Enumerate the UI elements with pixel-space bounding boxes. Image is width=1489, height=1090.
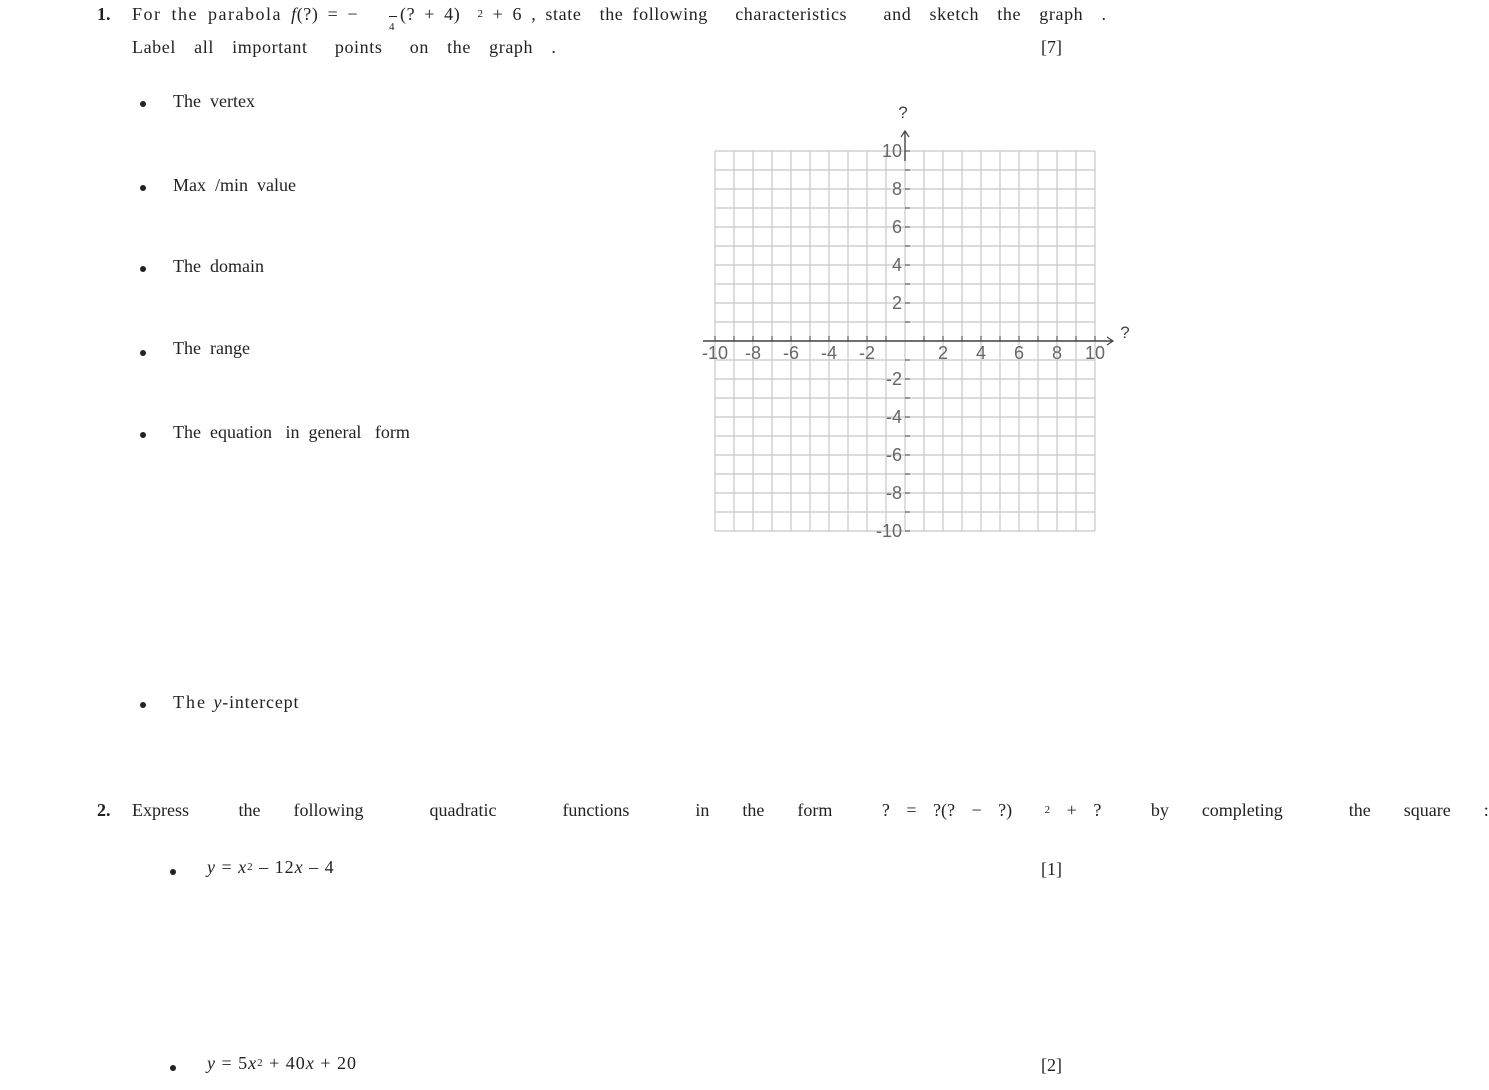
eq-lhs: y [207,1053,216,1073]
eq-exp: 2 [247,861,254,873]
x-tick-label: 2 [937,343,949,363]
item-y-intercept [173,692,299,713]
eq-rest: + 40 [263,1053,306,1073]
y-tick-label: 2 [891,293,902,313]
eq-x2: x [305,1053,315,1073]
x-tick-label: -6 [782,343,800,363]
eq-lhs: y [207,857,216,877]
x-tick-label: 10 [1084,343,1106,363]
x-tick-label: 4 [975,343,987,363]
q2-text-after: + ? by completing the square : [1066,800,1489,820]
q1-func-name: f [291,4,297,24]
eq-equals: = [216,1053,239,1073]
x-tick-label: -8 [744,343,762,363]
item-general-form: The equation in general form [173,422,410,442]
x-tick-label: -4 [820,343,838,363]
q1-paren-text: (? + 4) [400,4,461,24]
eq-coef: 5 [238,1053,249,1073]
q2-text-before: Express the following quadratic functions in the form ? = ?(? − ?) [132,800,1013,820]
bullet-dot [140,266,146,272]
bullet-dot [140,185,146,191]
eq-tail: – 4 [303,857,335,877]
eq-x2: x [294,857,304,877]
y-tick-label: -4 [885,407,902,427]
q1-intro: For the parabola [132,4,282,24]
axes [703,131,1113,531]
y-intercept-pre: The [173,692,214,712]
eq-x: x [238,857,248,877]
q1-func-arg: (?) = − [296,4,359,24]
y-tick-label: -10 [875,521,902,541]
item-max-min-value: Max /min value [173,175,296,195]
q2-part-a-marks: [1] [1041,859,1062,879]
q1-marks: [7] [1041,37,1062,57]
x-tick-label: 6 [1013,343,1025,363]
y-tick-label: -2 [885,369,902,389]
y-tick-label: 8 [891,179,902,199]
q2-part-b-equation [207,1053,357,1074]
x-axis-label: ? [1120,323,1130,342]
q1-paren-term [400,4,1107,25]
question-2-text [132,800,1489,821]
bullet-dot [140,432,146,438]
eq-rest: – 12 [253,857,295,877]
y-intercept-var: y [213,692,223,712]
coordinate-grid [690,100,1150,560]
y-tick-label: -6 [885,445,902,465]
y-tick-label: 4 [891,255,902,275]
bullet-dot [140,350,146,356]
question-1-number: 1. [97,4,111,24]
q1-exponent: 2 [477,8,484,20]
bullet-dot [140,101,146,107]
eq-exp: 2 [257,1057,264,1069]
y-intercept-post: -intercept [222,692,300,712]
x-tick-label: 8 [1051,343,1063,363]
y-tick-label: 6 [891,217,902,237]
x-tick-label: -10 [701,343,729,363]
y-tick-label: 10 [881,141,902,161]
q2-part-b-marks: [2] [1041,1055,1062,1075]
item-range: The range [173,338,250,358]
q1-fraction-denominator: 4 [389,21,395,33]
item-domain: The domain [173,256,264,276]
eq-tail: + 20 [314,1053,357,1073]
question-1-line-2: Label all important points on the graph . [132,37,557,57]
x-tick-label: -2 [858,343,876,363]
item-vertex: The vertex [173,91,255,111]
question-1-line-1 [132,4,358,25]
q1-tail: + 6 , state the following characteristics and sketch the graph . [492,4,1107,24]
bullet-dot [140,702,146,708]
q2-part-a-equation [207,857,335,878]
bullet-dot [170,1065,176,1071]
y-axis-label: ? [898,103,908,122]
q2-exponent: 2 [1044,804,1051,816]
y-tick-label: -8 [885,483,902,503]
bullet-dot [170,869,176,875]
question-2-number: 2. [97,800,111,820]
eq-equals: = [216,857,239,877]
q1-fraction-bar [389,16,397,17]
eq-x: x [248,1053,258,1073]
